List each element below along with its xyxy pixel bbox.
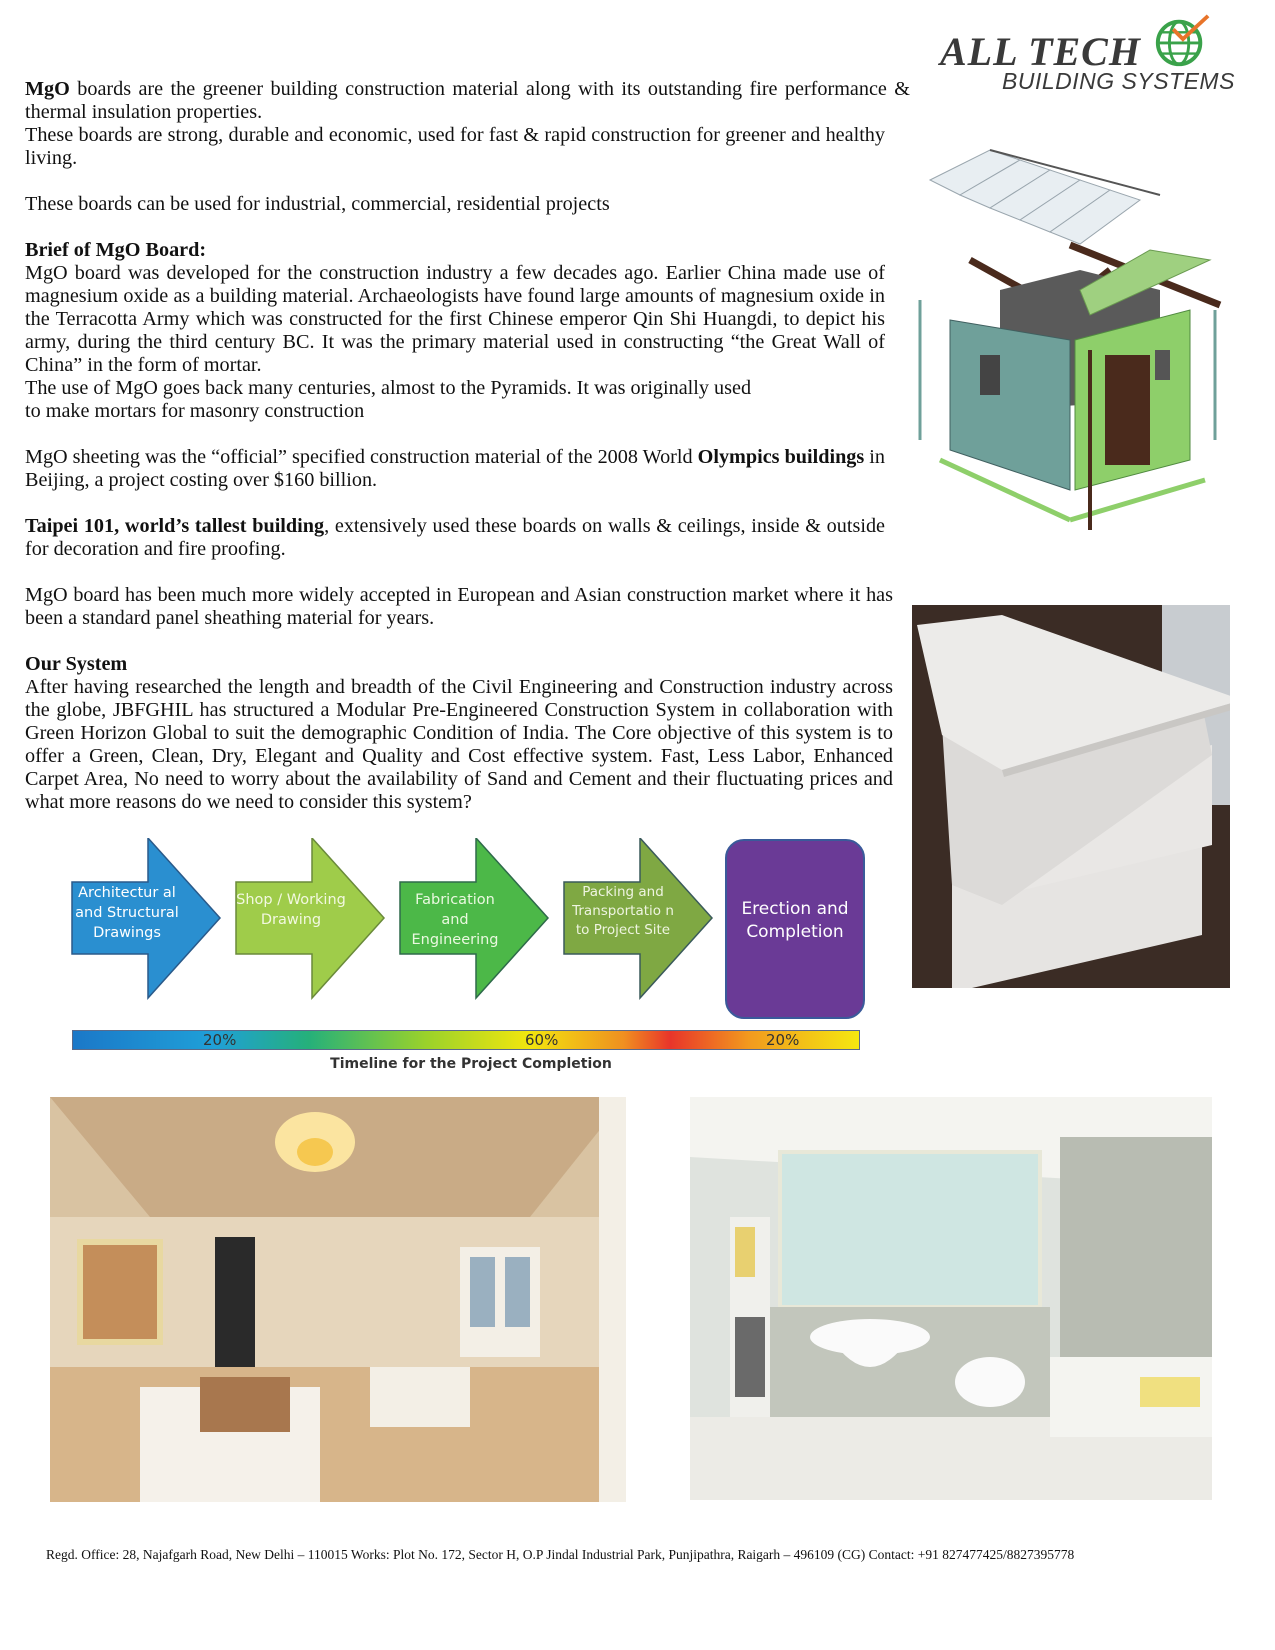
footer-address: Regd. Office: 28, Najafgarh Road, New Delhi – 110015 Works: Plot No. 172, Sector H, O.P Jindal Industrial Park, Punjipathra, Raigarh – 496109 (CG) Contact: +91 827477425/8827395778 xyxy=(46,1547,1075,1562)
system-heading: Our System xyxy=(25,653,128,675)
process-step-3-label: Fabrication and Engineering xyxy=(411,892,499,948)
logo-tagline: BUILDING SYSTEMS xyxy=(1002,68,1235,94)
timeline-pct-3: 20% xyxy=(766,1031,800,1049)
bathroom-image xyxy=(690,1097,1212,1500)
globe-icon xyxy=(1152,12,1210,70)
taipei-text: , extensively used these boards on walls & ceilings, inside & outside for decoration and fire proofing. xyxy=(25,515,885,560)
timeline-bar xyxy=(72,1030,860,1050)
company-logo xyxy=(940,8,1260,98)
process-step-2-label: Shop / Working Drawing xyxy=(236,892,346,928)
intro-paragraph-1 xyxy=(25,78,910,124)
olympics-bold: Olympics buildings xyxy=(697,446,865,468)
taipei-bold: Taipei 101, world’s tallest building xyxy=(25,515,325,537)
olympics-text-a: MgO sheeting was the “official” specified construction material of the 2008 World xyxy=(25,446,698,468)
main-text xyxy=(25,78,910,814)
taipei-paragraph xyxy=(25,515,885,561)
brief-paragraph-1: MgO board was developed for the construction industry a few decades ago. Earlier China made use of magnesium oxide as a building material. Archaeologists have found large amounts of magnesium oxide in the Terracotta Army which was constructed for the first Chinese emperor Qin Shi Huangdi, to depict his army, during the third century BC. It was the primary material used in constructing “the Great Wall of China” in the form of mortar. xyxy=(25,262,885,376)
intro-paragraph-2: These boards are strong, durable and economic, used for fast & rapid construction for greener and healthy living. xyxy=(25,124,885,169)
process-final-label: Erection and Completion xyxy=(741,899,849,942)
timeline-pct-2: 60% xyxy=(525,1031,559,1049)
market-paragraph: MgO board has been much more widely accepted in European and Asian construction market where it has been a standard panel sheathing material for years. xyxy=(25,584,893,629)
living-room-image xyxy=(50,1097,626,1502)
brief-paragraph-2-line-2: to make mortars for masonry construction xyxy=(25,400,365,422)
mgo-bold: MgO xyxy=(25,78,70,100)
brief-heading: Brief of MgO Board: xyxy=(25,239,207,261)
process-flow-diagram xyxy=(60,838,880,1078)
timeline-pct-1: 20% xyxy=(203,1031,237,1049)
timeline-caption: Timeline for the Project Completion xyxy=(330,1056,612,1072)
brief-paragraph-2-line-1: The use of MgO goes back many centuries, almost to the Pyramids. It was originally used xyxy=(25,377,752,399)
intro-paragraph-3: These boards can be used for industrial, commercial, residential projects xyxy=(25,193,610,215)
olympics-paragraph xyxy=(25,446,885,492)
house-diagram-image xyxy=(910,140,1230,530)
intro-text-1: boards are the greener building construction material along with its outstanding fire performance & thermal insulation properties. xyxy=(25,78,910,123)
process-step-4-label: Packing and Transportatio n to Project Site xyxy=(572,884,674,938)
mgo-boards-image xyxy=(912,605,1230,988)
process-step-1-label: Architectur al and Structural Drawings xyxy=(75,885,179,941)
olympics-text-b: in Beijing, a project costing over $160 billion. xyxy=(25,446,886,491)
logo-name: ALL TECH xyxy=(940,29,1141,74)
system-paragraph: After having researched the length and breadth of the Civil Engineering and Construction industry across the globe, JBFGHIL has structured a Modular Pre-Engineered Construction System in collaboration with Green Horizon Global to suit the demographic Condition of India. The Core objective of this system is to offer a Green, Clean, Dry, Elegant and Quality and Cost effective system. Fast, Less Labor, Enhanced Carpet Area, No need to worry about the availability of Sand and Cement and their fluctuating prices and what more reasons do we need to consider this system? xyxy=(25,676,893,813)
